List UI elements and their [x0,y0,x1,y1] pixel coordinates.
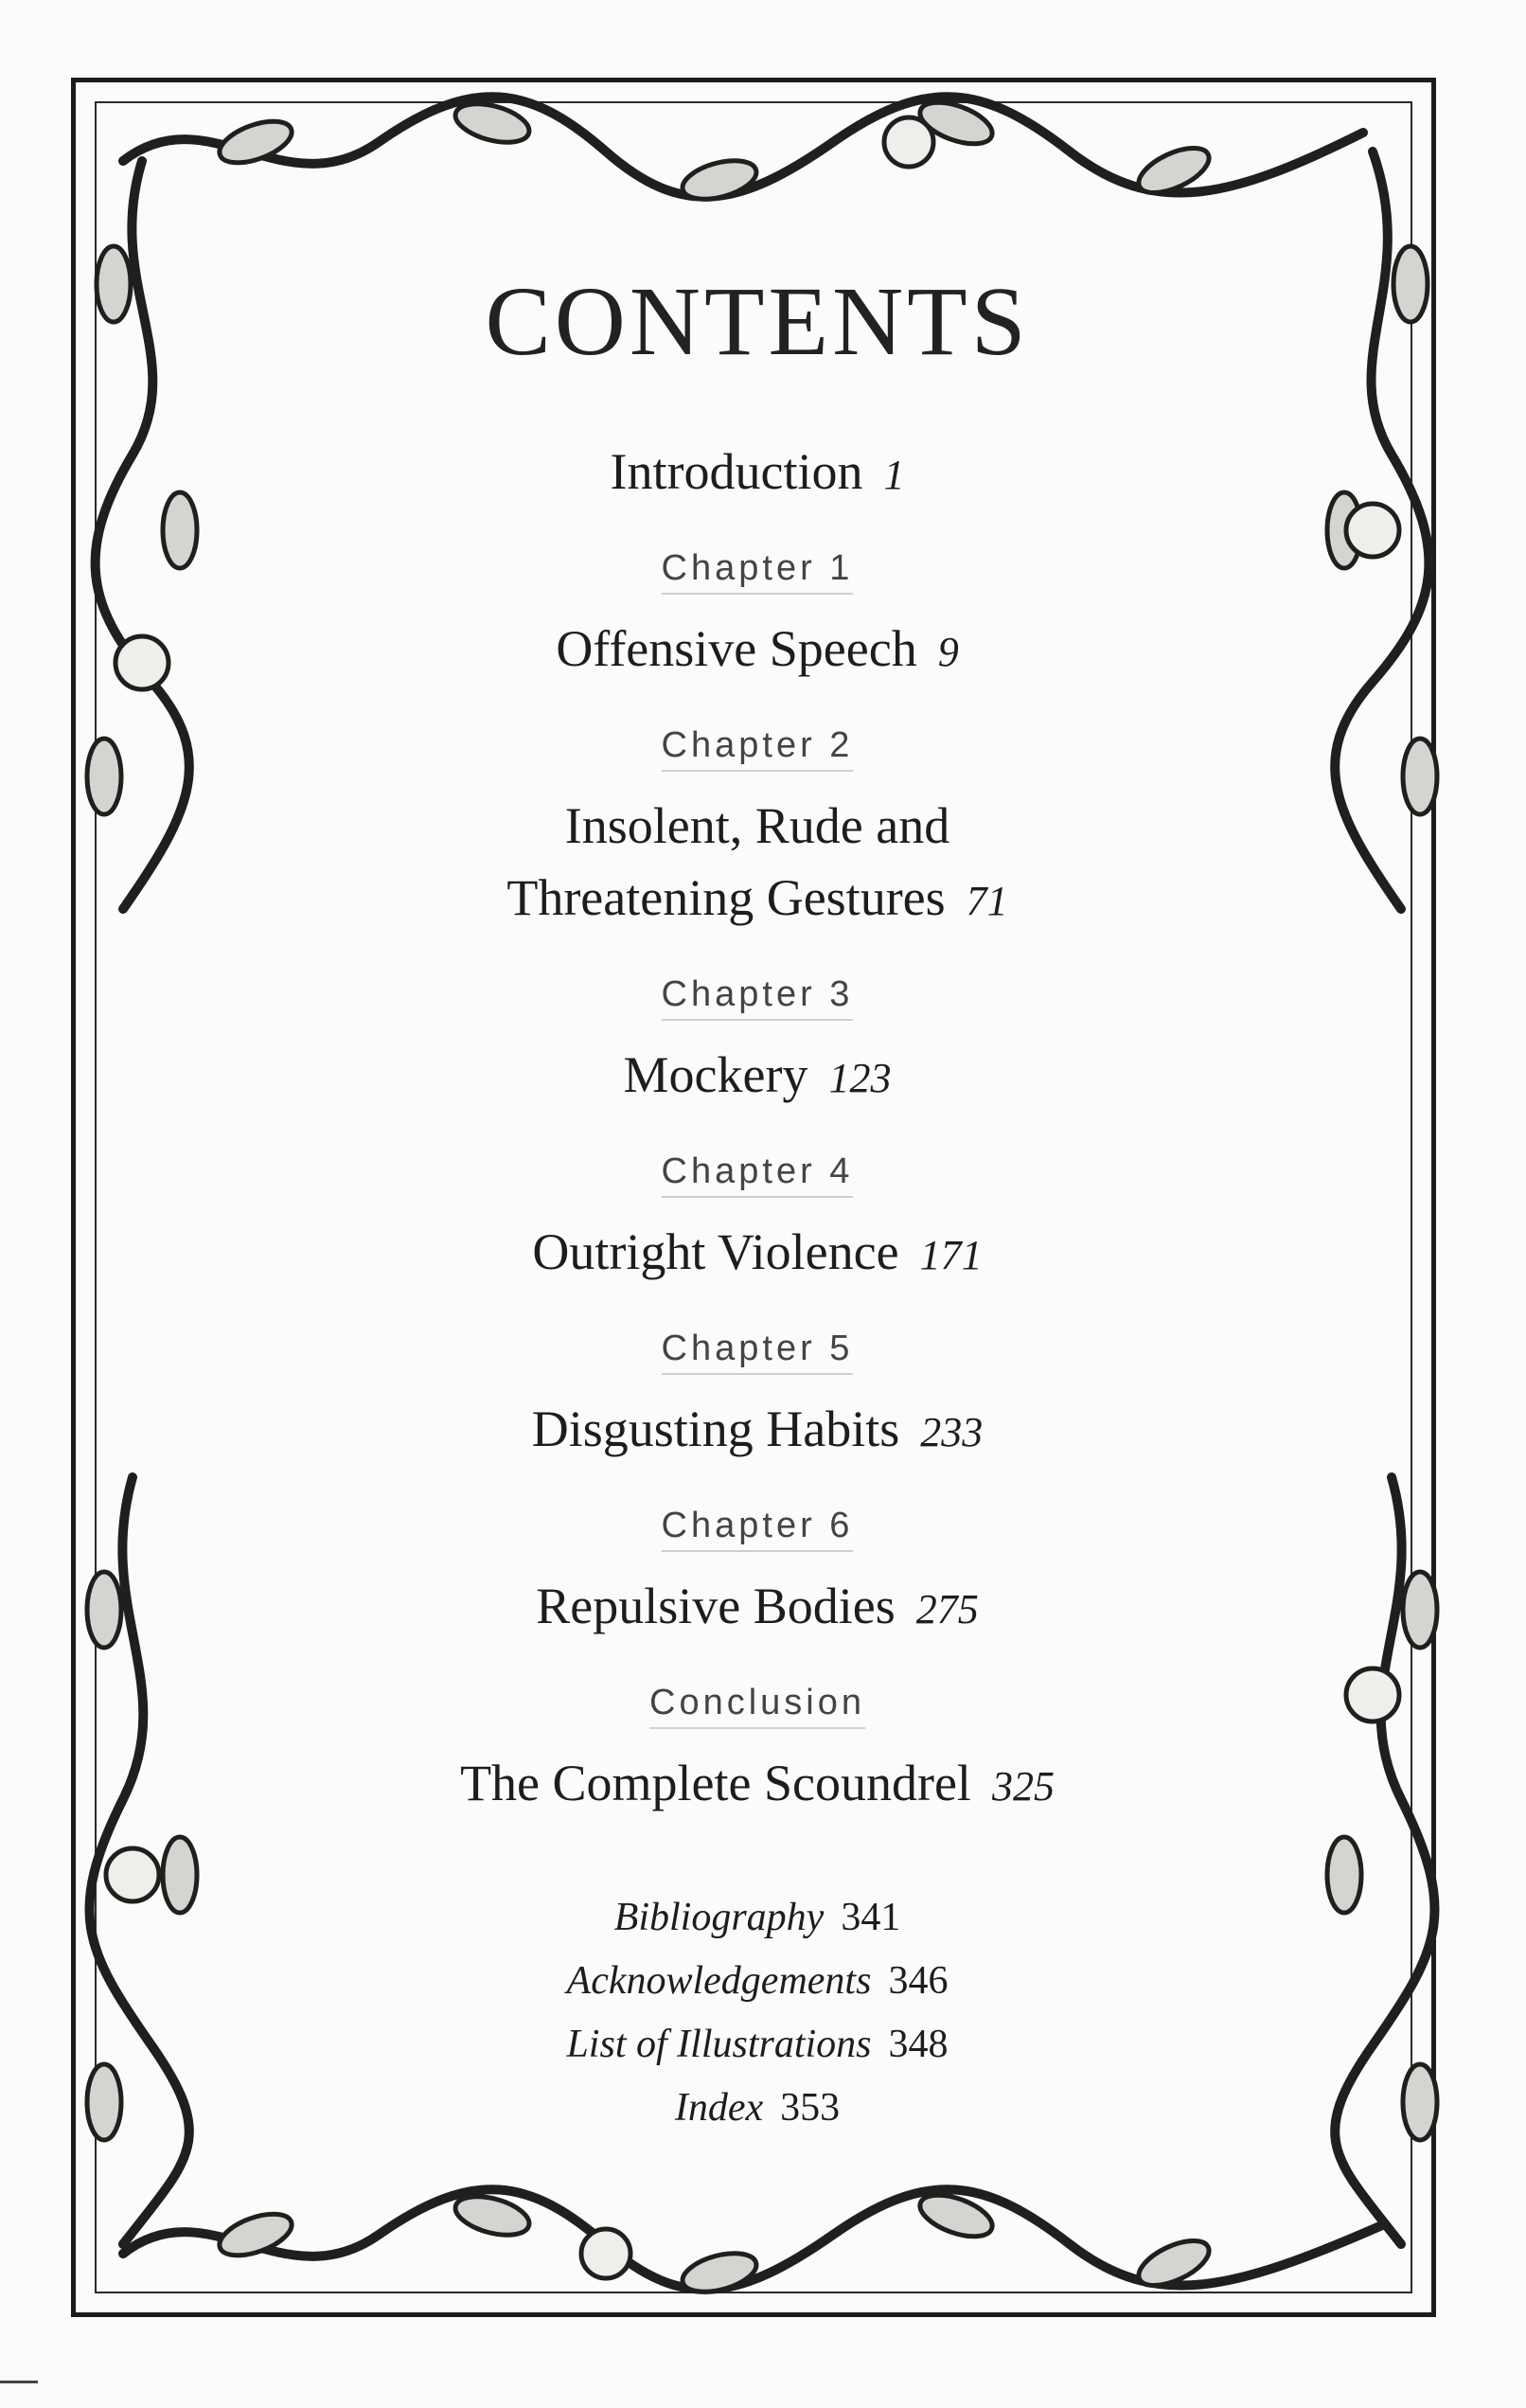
toc-entry-chapter-1[interactable] [284,548,1231,689]
edge-mark [0,2381,38,2383]
conclusion-kicker: Conclusion [649,1683,865,1729]
chapter-kicker: Chapter 5 [662,1329,854,1375]
entry-page: 1 [883,452,905,498]
chapter-kicker: Chapter 1 [662,548,854,595]
chapter-kicker: Chapter 2 [662,725,854,772]
entry-title: The Complete Scoundrel [460,1755,971,1811]
entry-page: 9 [937,629,959,675]
chapter-kicker: Chapter 4 [662,1151,854,1198]
entry-title-line-1: Insolent, Rude and [564,797,950,854]
chapter-kicker: Chapter 6 [662,1506,854,1552]
entry-page: 123 [828,1055,892,1101]
entry-title-line-2: Threatening Gestures [506,869,946,926]
toc-entry-chapter-4[interactable] [284,1151,1231,1293]
entry-page: 71 [966,878,1008,924]
entry-title: Disgusting Habits [531,1400,900,1457]
back-matter-page: 341 [841,1896,901,1939]
chapter-kicker: Chapter 3 [662,974,854,1021]
toc-entry-chapter-2[interactable] [284,725,1231,938]
toc-entry-introduction[interactable] [284,435,1231,512]
toc-entry-chapter-6[interactable] [284,1506,1231,1647]
back-matter-label: Index [674,2086,764,2130]
back-matter-label: List of Illustrations [566,2023,872,2066]
back-matter-label: Acknowledgements [566,1959,872,2003]
toc-entry-conclusion[interactable] [284,1683,1231,1824]
page-title: CONTENTS [485,267,1030,376]
entry-title: Introduction [610,443,863,500]
back-matter-page: 346 [888,1959,949,2003]
entry-page: 233 [920,1409,984,1455]
entry-title: Outright Violence [532,1223,899,1280]
toc-entry-chapter-5[interactable] [284,1329,1231,1470]
entry-title: Offensive Speech [556,620,917,677]
contents-list [284,265,1231,2140]
entry-page: 325 [991,1763,1055,1810]
back-matter-list-of-illustrations[interactable] [284,2013,1231,2077]
back-matter-index[interactable] [284,2077,1231,2140]
entry-page: 275 [915,1586,979,1632]
toc-entry-chapter-3[interactable] [284,974,1231,1115]
back-matter-page: 348 [888,2023,949,2066]
back-matter-acknowledgements[interactable] [284,1950,1231,2013]
entry-page: 171 [919,1232,983,1278]
entry-title: Repulsive Bodies [536,1578,896,1634]
back-matter-label: Bibliography [613,1896,825,1939]
back-matter-page: 353 [780,2086,841,2130]
entry-title: Mockery [623,1046,808,1103]
back-matter-list [284,1886,1231,2140]
back-matter-bibliography[interactable] [284,1886,1231,1950]
